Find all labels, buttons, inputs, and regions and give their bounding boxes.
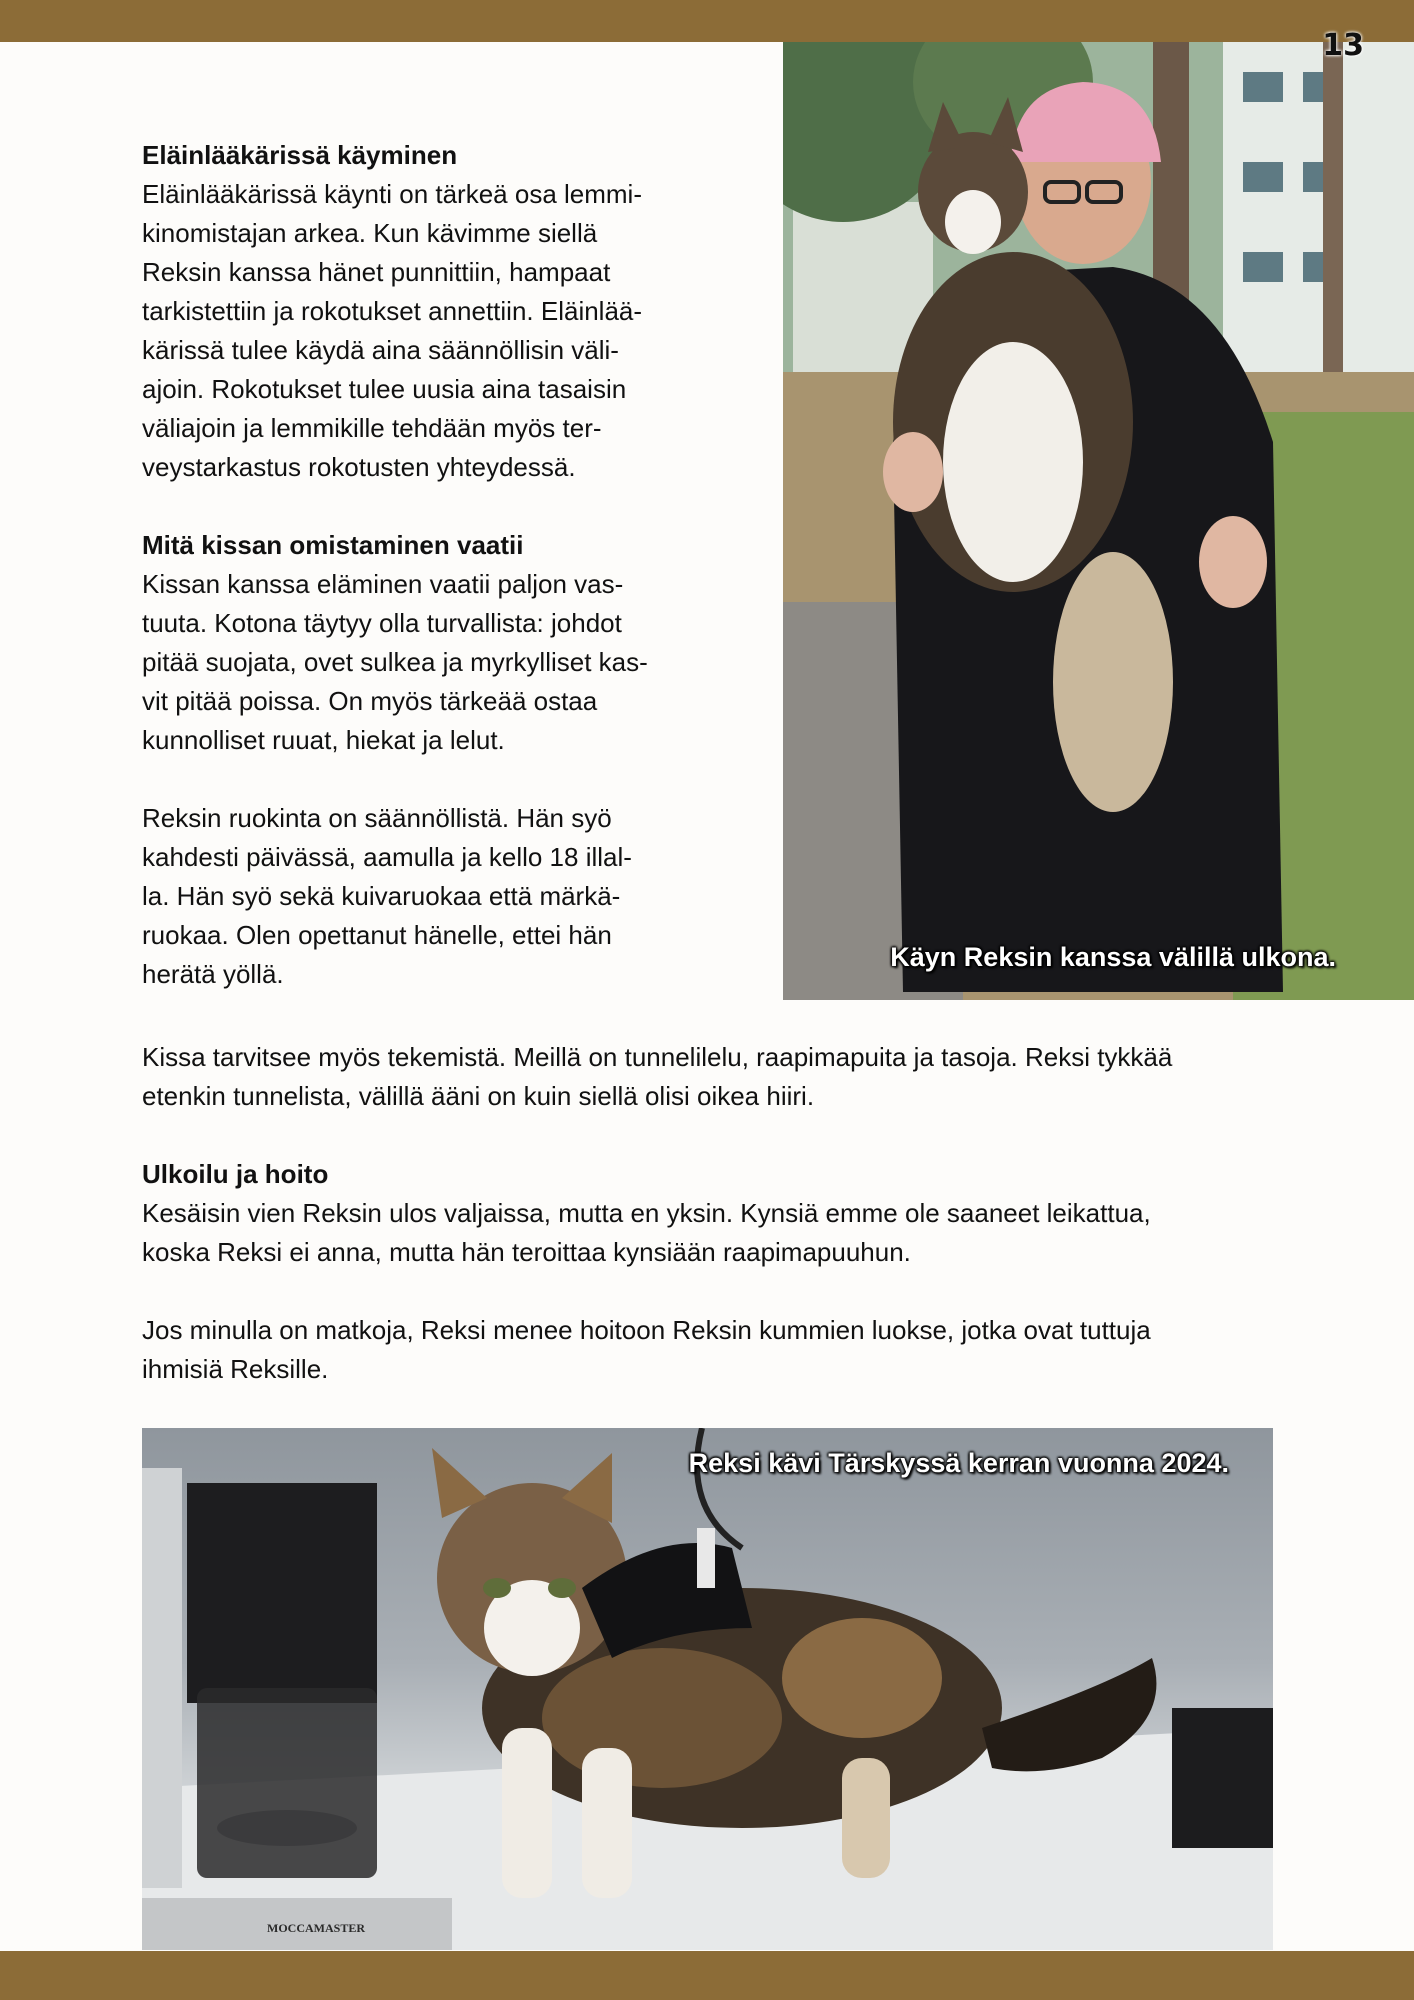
paragraph-vet-visit: Eläinlääkärissä käynti on tärkeä osa lemmi- kinomistajan arkea. Kun kävimme siellä Reksin kanssa hänet punnittiin, hampaat tarkistettiin ja rokotukset annettiin. Eläinlää- kärissä tulee käydä aina säännöllisin väli- ajoin. Rokotukset tulee uusia aina tasaisin väliajoin ja lemmikille tehdään myös ter- veystarkastus rokotusten yhteydessä. <box>142 179 643 482</box>
top-band <box>0 0 1414 42</box>
heading-outdoor-care: Ulkoilu ja hoito <box>142 1159 329 1189</box>
photo-illustration <box>142 1428 1273 1950</box>
photo-caption-top: Käyn Reksin kanssa välillä ulkona. <box>890 942 1336 972</box>
photo-illustration <box>783 42 1414 1000</box>
full-width-text <box>142 1038 1282 1428</box>
paragraph-feeding: Reksin ruokinta on säännöllistä. Hän syö kahdesti päivässä, aamulla ja kello 18 illal- la. Hän syö sekä kuivaruokaa että märkä- ruokaa. Olen opettanut hänelle, ettei hän herätä yöllä. <box>142 803 632 989</box>
photo-cat-coffee-maker <box>142 1428 1273 1950</box>
paragraph-cat-ownership: Kissan kanssa eläminen vaatii paljon vas- tuuta. Kotona täytyy olla turvallista: johdot pitää suojata, ovet sulkea ja myrkylliset kas- vit pitää poissa. On myös tärkeää ostaa kunnolliset ruuat, hiekat ja lelut. <box>142 569 648 755</box>
coffee-maker-brand: MOCCAMASTER <box>267 1921 365 1935</box>
bottom-band <box>0 1951 1414 2000</box>
left-column-text <box>142 136 712 1033</box>
heading-vet-visit: Eläinlääkärissä käyminen <box>142 140 458 170</box>
paragraph-outdoor-care: Kesäisin vien Reksin ulos valjaissa, mutta en yksin. Kynsiä emme ole saaneet leikattua, koska Reksi ei anna, mutta hän teroittaa kynsiään raapimapuuhun. <box>142 1198 1151 1267</box>
paragraph-activity: Kissa tarvitsee myös tekemistä. Meillä on tunnelilelu, raapimapuita ja tasoja. Reksi tykkää etenkin tunnelista, välillä ääni on kuin siellä olisi oikea hiiri. <box>142 1042 1173 1111</box>
photo-person-holding-cat <box>783 42 1414 1000</box>
heading-cat-ownership: Mitä kissan omistaminen vaatii <box>142 530 524 560</box>
photo-caption-bottom: Reksi kävi Tärskyssä kerran vuonna 2024. <box>688 1448 1229 1478</box>
paragraph-pet-sitting: Jos minulla on matkoja, Reksi menee hoitoon Reksin kummien luokse, jotka ovat tuttuja ihmisiä Reksille. <box>142 1315 1151 1384</box>
page-number: 13 <box>1322 28 1364 63</box>
